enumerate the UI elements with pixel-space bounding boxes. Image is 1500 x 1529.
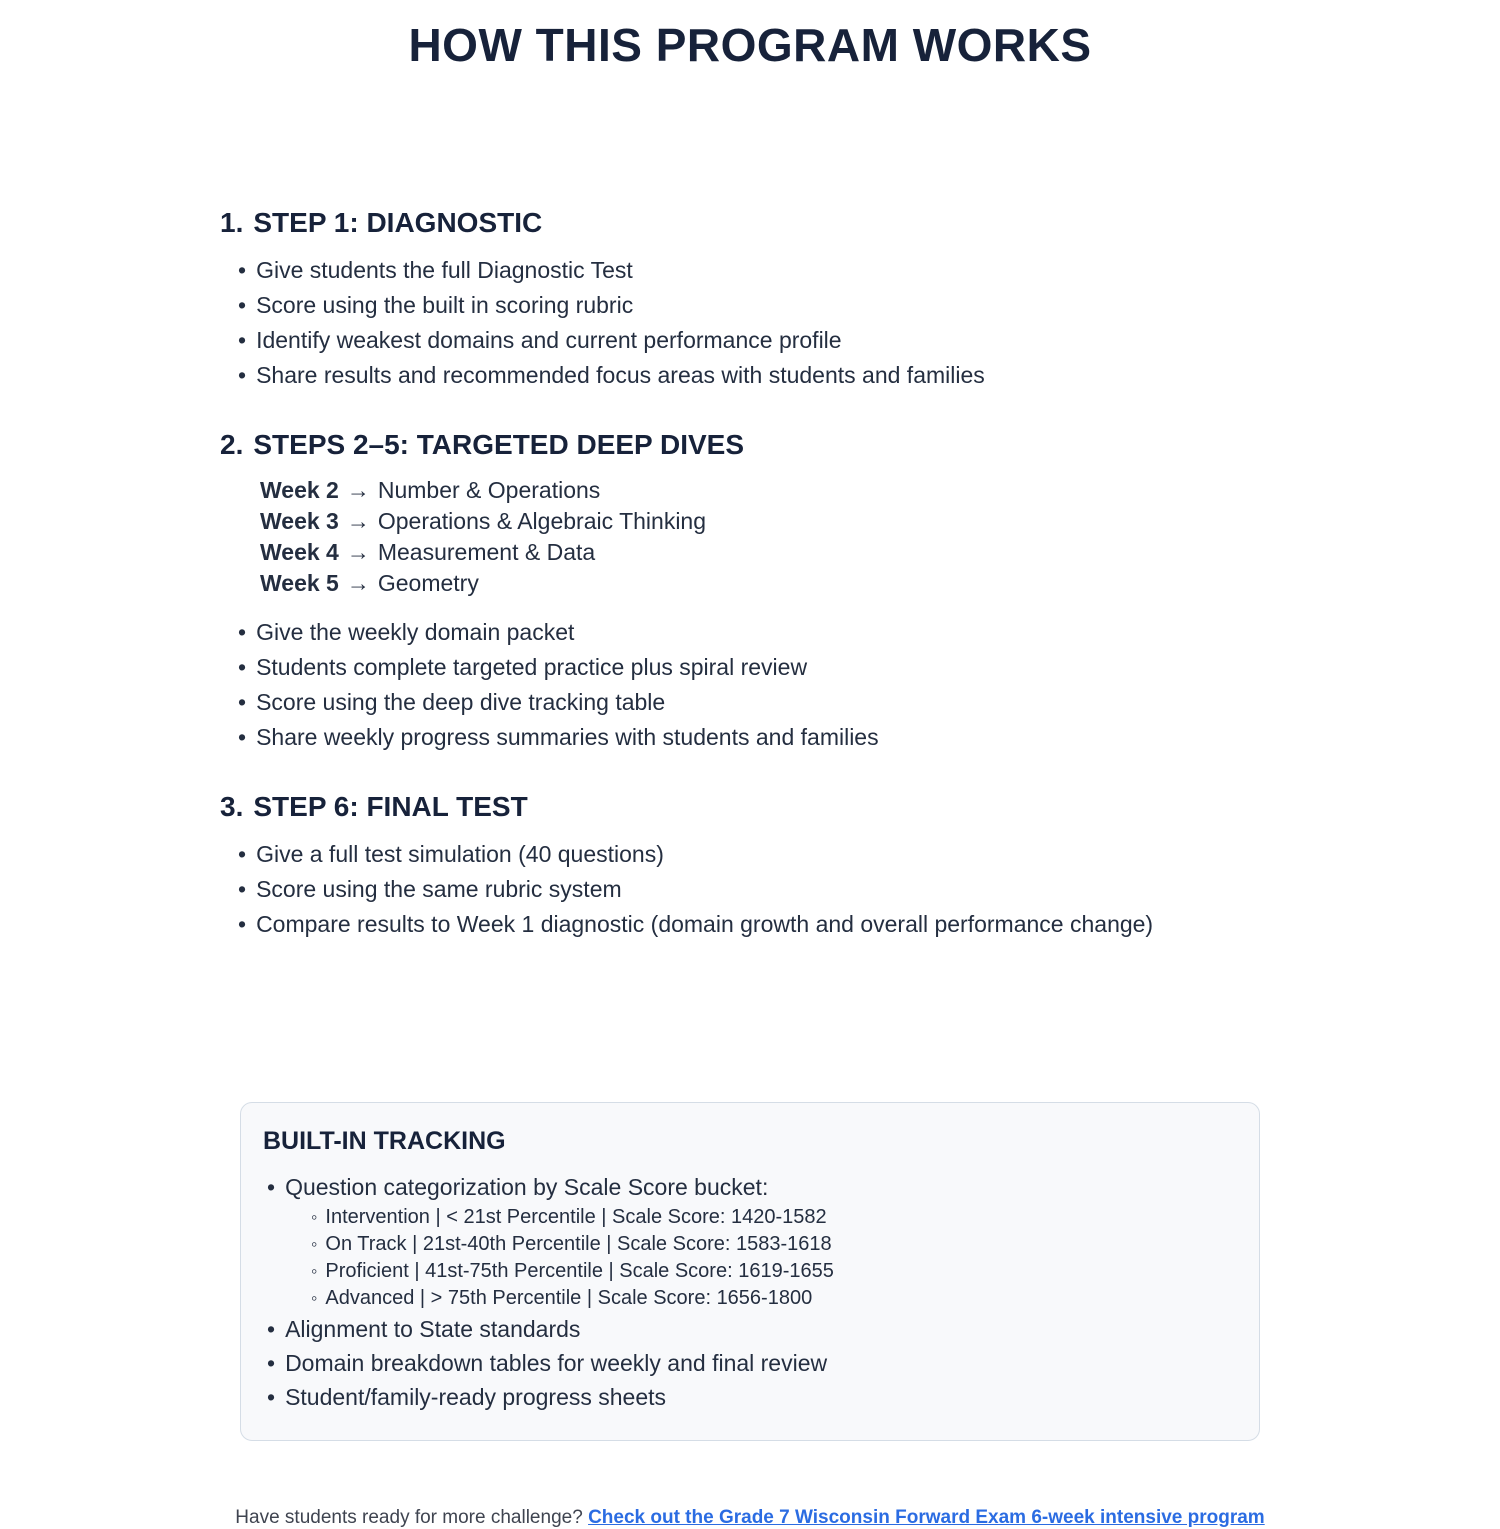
week-label: Week 3 bbox=[260, 508, 339, 534]
arrow-icon: → bbox=[346, 570, 370, 596]
main-content bbox=[220, 207, 1280, 942]
bullet-icon: • bbox=[238, 292, 247, 318]
list-item bbox=[238, 650, 1280, 685]
list-item bbox=[238, 720, 1280, 755]
built-in-tracking-panel bbox=[240, 1102, 1260, 1441]
list-item-text: Give students the full Diagnostic Test bbox=[256, 257, 633, 283]
week-topic: Geometry bbox=[377, 570, 479, 596]
section-step-6-final-test bbox=[220, 791, 1280, 942]
week-line bbox=[260, 475, 1280, 506]
tracking-bullet-list bbox=[267, 1170, 1231, 1204]
week-line bbox=[260, 506, 1280, 537]
list-item bbox=[238, 288, 1280, 323]
list-item bbox=[238, 872, 1280, 907]
list-item-text: Share results and recommended focus areas with students and families bbox=[256, 362, 985, 388]
list-item-text: Student/family-ready progress sheets bbox=[285, 1384, 667, 1410]
bullet-icon: • bbox=[267, 1384, 276, 1410]
list-item-text: Identify weakest domains and current performance profile bbox=[256, 327, 842, 353]
bullet-icon: • bbox=[238, 327, 247, 353]
list-item-text: Compare results to Week 1 diagnostic (domain growth and overall performance change) bbox=[256, 911, 1154, 937]
section-3-title: STEP 6: FINAL TEST bbox=[253, 791, 528, 822]
list-item-text: Give a full test simulation (40 questions) bbox=[256, 841, 664, 867]
bullet-icon: • bbox=[238, 654, 247, 680]
page-title: HOW THIS PROGRAM WORKS bbox=[408, 19, 1092, 71]
section-2-bullet-list bbox=[238, 615, 1280, 755]
bullet-icon: • bbox=[267, 1316, 276, 1342]
scale-score-bucket-list bbox=[311, 1204, 1231, 1312]
week-schedule bbox=[260, 475, 1280, 599]
list-item bbox=[311, 1204, 1231, 1231]
bucket-text: On Track | 21st-40th Percentile | Scale Score: 1583-1618 bbox=[325, 1233, 832, 1255]
arrow-icon: → bbox=[346, 508, 370, 534]
list-item-text: Students complete targeted practice plus spiral review bbox=[256, 654, 808, 680]
section-step-1-diagnostic bbox=[220, 207, 1280, 393]
list-item bbox=[238, 837, 1280, 872]
week-line bbox=[260, 568, 1280, 599]
section-3-heading bbox=[220, 791, 1280, 823]
sub-bullet-icon: ◦ bbox=[311, 1234, 318, 1254]
list-item-text: Question categorization by Scale Score bucket: bbox=[285, 1174, 769, 1200]
sub-bullet-icon: ◦ bbox=[311, 1261, 318, 1281]
bullet-icon: • bbox=[267, 1350, 276, 1376]
tracking-panel-title: BUILT-IN TRACKING bbox=[263, 1127, 506, 1155]
list-item-text: Score using the built in scoring rubric bbox=[256, 292, 634, 318]
bucket-text: Proficient | 41st-75th Percentile | Scale Score: 1619-1655 bbox=[325, 1260, 834, 1282]
section-3-number: 3. bbox=[220, 791, 244, 822]
bullet-icon: • bbox=[238, 841, 247, 867]
list-item bbox=[238, 253, 1280, 288]
week-line bbox=[260, 537, 1280, 568]
week-label: Week 4 bbox=[260, 539, 339, 565]
list-item bbox=[267, 1346, 1231, 1380]
bullet-icon: • bbox=[238, 689, 247, 715]
grade-7-program-link[interactable]: Check out the Grade 7 Wisconsin Forward Exam 6-week intensive program bbox=[588, 1507, 1265, 1528]
list-item bbox=[267, 1380, 1231, 1414]
section-3-bullet-list bbox=[238, 837, 1280, 942]
week-label: Week 2 bbox=[260, 477, 339, 503]
list-item-text: Give the weekly domain packet bbox=[256, 619, 575, 645]
tracking-bullet-list bbox=[267, 1312, 1231, 1414]
sub-bullet-icon: ◦ bbox=[311, 1288, 318, 1308]
bucket-text: Advanced | > 75th Percentile | Scale Score: 1656-1800 bbox=[325, 1287, 813, 1309]
list-item-text: Alignment to State standards bbox=[285, 1316, 581, 1342]
list-item bbox=[267, 1170, 1231, 1204]
list-item-text: Domain breakdown tables for weekly and final review bbox=[285, 1350, 828, 1376]
week-topic: Measurement & Data bbox=[377, 539, 596, 565]
list-item bbox=[311, 1231, 1231, 1258]
section-1-heading bbox=[220, 207, 1280, 239]
list-item bbox=[238, 685, 1280, 720]
list-item bbox=[238, 907, 1280, 942]
list-item-text: Score using the deep dive tracking table bbox=[256, 689, 666, 715]
section-2-number: 2. bbox=[220, 429, 244, 460]
section-1-title: STEP 1: DIAGNOSTIC bbox=[253, 207, 543, 238]
bullet-icon: • bbox=[267, 1174, 276, 1200]
bucket-text: Intervention | < 21st Percentile | Scale Score: 1420-1582 bbox=[325, 1206, 827, 1228]
footer-prompt-text: Have students ready for more challenge? bbox=[235, 1507, 583, 1528]
list-item bbox=[238, 323, 1280, 358]
section-2-heading bbox=[220, 429, 1280, 461]
bullet-icon: • bbox=[238, 911, 247, 937]
week-label: Week 5 bbox=[260, 570, 339, 596]
section-2-title: STEPS 2–5: TARGETED DEEP DIVES bbox=[253, 429, 745, 460]
week-topic: Operations & Algebraic Thinking bbox=[377, 508, 707, 534]
list-item bbox=[311, 1285, 1231, 1312]
section-1-bullet-list bbox=[238, 253, 1280, 393]
week-topic: Number & Operations bbox=[377, 477, 601, 503]
bullet-icon: • bbox=[238, 876, 247, 902]
section-steps-2-5-deep-dives bbox=[220, 429, 1280, 755]
list-item bbox=[311, 1258, 1231, 1285]
list-item-text: Share weekly progress summaries with students and families bbox=[256, 724, 879, 750]
list-item-text: Score using the same rubric system bbox=[256, 876, 622, 902]
list-item bbox=[238, 358, 1280, 393]
arrow-icon: → bbox=[346, 477, 370, 503]
bullet-icon: • bbox=[238, 362, 247, 388]
section-1-number: 1. bbox=[220, 207, 244, 238]
footer bbox=[0, 1507, 1500, 1529]
list-item bbox=[238, 615, 1280, 650]
arrow-icon: → bbox=[346, 539, 370, 565]
bullet-icon: • bbox=[238, 619, 247, 645]
bullet-icon: • bbox=[238, 257, 247, 283]
list-item bbox=[267, 1312, 1231, 1346]
bullet-icon: • bbox=[238, 724, 247, 750]
sub-bullet-icon: ◦ bbox=[311, 1207, 318, 1227]
